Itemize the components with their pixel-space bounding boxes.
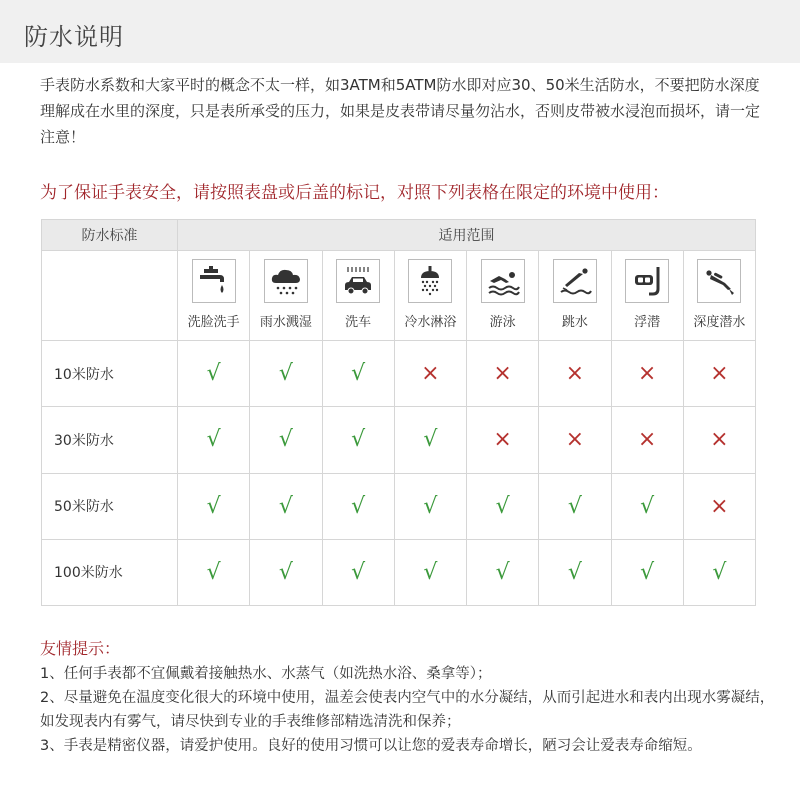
header-bar (0, 0, 800, 63)
scuba-diver-icon (697, 259, 741, 303)
status-cell: √ (250, 539, 322, 605)
activity-icon-row (42, 250, 756, 341)
row-standard: 50米防水 (42, 473, 178, 539)
status-cell: × (394, 341, 466, 407)
status-cell: × (467, 341, 539, 407)
activity-cell (683, 250, 755, 341)
activity-cell (322, 250, 394, 341)
status-cell: √ (611, 473, 683, 539)
table-row (42, 473, 756, 539)
status-cell: × (611, 407, 683, 473)
intro-paragraph: 手表防水系数和大家平时的概念不太一样，如3ATM和5ATM防水即对应30、50米生活防水，不要把防水深度理解成在水里的深度，只是表所承受的压力，如果是皮表带请尽量勿沾水，否则皮带被水浸泡而损坏，请一定注意！ (40, 76, 761, 146)
activity-cell (539, 250, 611, 341)
table-row (42, 341, 756, 407)
tips-list (40, 662, 780, 758)
status-cell: × (539, 341, 611, 407)
status-cell: × (683, 341, 755, 407)
status-cell: √ (250, 473, 322, 539)
status-cell: √ (539, 539, 611, 605)
table-header-row (42, 220, 756, 251)
status-cell: √ (250, 407, 322, 473)
tips-title: 友情提示： (40, 639, 121, 658)
status-cell: √ (683, 539, 755, 605)
column-header-scope: 适用范围 (178, 220, 756, 251)
row-standard: 30米防水 (42, 407, 178, 473)
status-cell: √ (178, 341, 250, 407)
status-cell: × (539, 407, 611, 473)
status-cell: √ (394, 407, 466, 473)
column-header-standard: 防水标准 (42, 220, 178, 251)
status-cell: √ (322, 341, 394, 407)
activity-label: 雨水溅湿 (259, 314, 312, 330)
status-cell: √ (467, 473, 539, 539)
activity-label: 深度潜水 (693, 314, 746, 330)
status-cell: × (683, 473, 755, 539)
activity-label: 洗脸洗手 (187, 314, 240, 330)
status-cell: √ (178, 407, 250, 473)
car-wash-icon (336, 259, 380, 303)
status-cell: √ (539, 473, 611, 539)
status-cell: × (683, 407, 755, 473)
faucet-icon (192, 259, 236, 303)
activity-label: 游泳 (489, 314, 516, 330)
table-row (42, 407, 756, 473)
status-cell: √ (178, 473, 250, 539)
status-cell: √ (322, 473, 394, 539)
status-cell: × (467, 407, 539, 473)
activity-cell (611, 250, 683, 341)
status-cell: √ (178, 539, 250, 605)
status-cell: √ (467, 539, 539, 605)
water-resistance-table (41, 219, 756, 606)
activity-cell (467, 250, 539, 341)
tip-item: 3、手表是精密仪器，请爱护使用。良好的使用习惯可以让您的爱表寿命增长，陋习会让爱表寿命缩短。 (40, 738, 702, 754)
row-standard: 10米防水 (42, 341, 178, 407)
snorkel-mask-icon (625, 259, 669, 303)
activity-cell (178, 250, 250, 341)
status-cell: √ (394, 473, 466, 539)
activity-label: 浮潜 (634, 314, 661, 330)
diver-jump-icon (553, 259, 597, 303)
activity-label: 冷水淋浴 (404, 314, 457, 330)
rain-cloud-icon (264, 259, 308, 303)
status-cell: √ (611, 539, 683, 605)
swimmer-icon (481, 259, 525, 303)
row-standard: 100米防水 (42, 539, 178, 605)
page-title: 防水说明 (24, 23, 124, 51)
shower-icon (408, 259, 452, 303)
tip-item: 1、任何手表都不宜佩戴着接触热水、水蒸气（如洗热水浴、桑拿等）； (40, 666, 492, 682)
empty-cell (42, 250, 178, 341)
status-cell: × (611, 341, 683, 407)
status-cell: √ (250, 341, 322, 407)
usage-warning: 为了保证手表安全，请按照表盘或后盖的标记，对照下列表格在限定的环境中使用： (40, 183, 669, 203)
status-cell: √ (394, 539, 466, 605)
activity-cell (250, 250, 322, 341)
status-cell: √ (322, 539, 394, 605)
status-cell: √ (322, 407, 394, 473)
activity-label: 跳水 (561, 314, 588, 330)
tip-item: 2、尽量避免在温度变化很大的环境中使用，温差会使表内空气中的水分凝结，从而引起进水和表内出现水雾凝结，如发现表内有雾气，请尽快到专业的手表维修部精选清洗和保养； (40, 690, 775, 730)
activity-cell (394, 250, 466, 341)
activity-label: 洗车 (345, 314, 372, 330)
table-row (42, 539, 756, 605)
